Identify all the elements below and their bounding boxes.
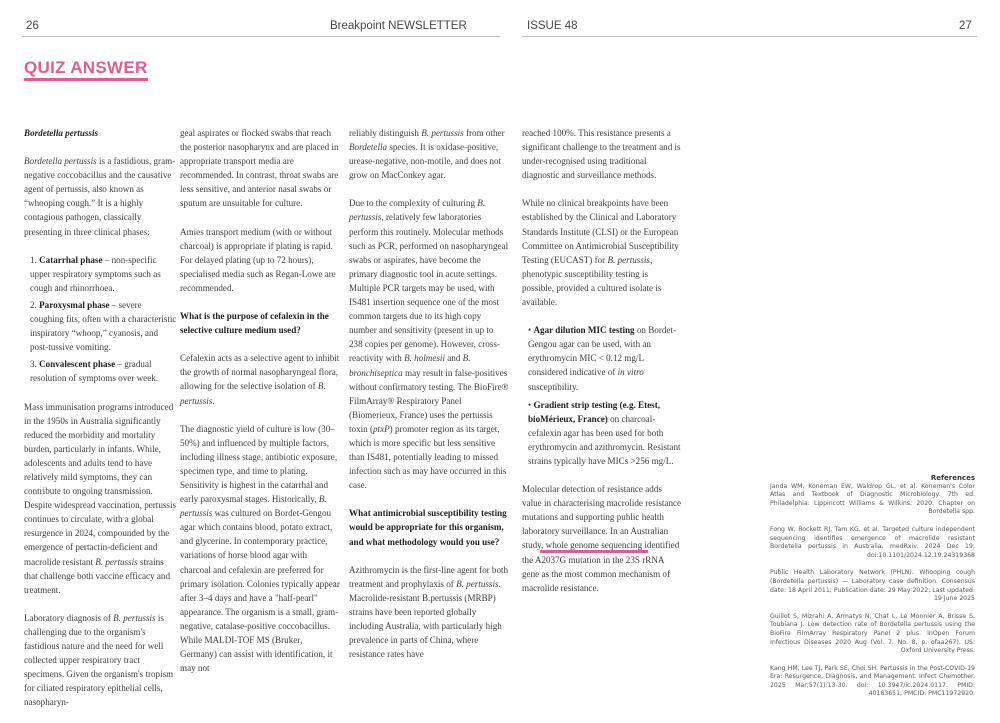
- text-run: was cultured on Bordet-Gengou agar which contains blood, potato extract, and glycerine. In contemporary practice, variations of horse blood agar with charcoal and cefalexin are preferred for primary isolation. Colonies typically appear after 3–4 days and have a "half-pearl" appearance. The organism is a small, gram-negative, catalase-positive coccobacillus. While MALDI-TOF MS (Bruker, Germany) can assist with identification, it may not: [180, 508, 340, 674]
- text-run: on charcoal-cefalexin agar has been used for both erythromycin and azithromycin. Resistant strains typically have MICs >256 mg/L.: [528, 413, 681, 466]
- reference-item: Kang HM, Lee TJ, Park SE, Choi SH. Pertussis in the Post-COVID-19 Era: Resurgence, Diagnosis, and Management. Infect Chemother. 2025 Mar;57(1):13-30. doi: 10.3947/ic.2024.0117. PMID: 40183651; PMCID: PMC11972920.: [770, 664, 975, 698]
- text-run: from other: [463, 128, 505, 138]
- reference-item: Public Health Laboratory Network (PHLN). Whooping cough (Bordetella pertussis) — Laboratory case definition. Consensus date: 18 April 2011; Publication date: 29 May 2022; Last updated: 19 June 2025: [770, 569, 975, 603]
- newsletter-title: Breakpoint NEWSLETTER: [330, 20, 467, 32]
- numbered-list: [24, 253, 177, 386]
- bold-text: Convalescent phase: [39, 359, 116, 370]
- text-run: Amies transport medium (with or without charcoal) is appropriate if plating is rapid. For delayed plating (up to 72 hours), specialised media such as Regan-Lowe are recommended.: [180, 226, 336, 293]
- text-run: Bordetella pertussis: [24, 128, 99, 138]
- bullet-list: [522, 323, 682, 468]
- text-run: – non-specific upper respiratory symptoms such as cough and rhinorrhoea.: [30, 254, 161, 293]
- bold-text: Gradient strip testing (e.g. Etest, bioMérieux, France): [528, 399, 661, 424]
- section-title: QUIZ ANSWER: [24, 58, 148, 81]
- text-run: 2.: [30, 299, 40, 310]
- list-item: [30, 253, 177, 295]
- paragraph: [349, 196, 509, 492]
- italic-text: B. pertussis: [95, 556, 138, 567]
- list-item: [30, 357, 177, 385]
- paragraph: [180, 126, 340, 211]
- reference-item: Janda WM, Koneman EW, Waldrop GL, et al. Koneman's Color Atlas and Textbook of Diagnostic Microbiology. 7th ed. Philadelphia: Lippincott Williams & Wilkins; 2020. Chapter on Bordetella spp.: [770, 482, 975, 516]
- text-run: reliably distinguish: [349, 128, 422, 138]
- page-number-left: 26: [26, 20, 39, 32]
- text-run: susceptibility.: [528, 381, 579, 392]
- paragraph: [180, 422, 340, 676]
- text-run: Azithromycin is the first-line agent for both treatment and prophylaxis of: [349, 564, 509, 589]
- header-rule-left: [22, 36, 500, 37]
- article-title: [24, 126, 177, 140]
- paragraph: [522, 126, 682, 182]
- text-run: 1.: [30, 254, 40, 265]
- text-run: on Bordet-Gengou agar can be used, with an erythromycin MIC < 0.12 mg/L considered indicative of: [528, 325, 677, 378]
- list-item: [30, 298, 177, 354]
- paragraph: [180, 351, 340, 407]
- text-run: is challenging due to the organism's fastidious nature and the need for well collected upper respiratory tract specimens. Given the organism's tropism for ciliated respiratory epithelial cells, nasopharyn-: [24, 612, 174, 708]
- reference-item: Fong W, Rockett RJ, Tam KG, et al. Targeted culture independent sequencing identifies emergence of macrolide resistant Bordetella pertussis in Australia. medRxiv. 2024 Dec 19; doi:10.1101/2024.12.19.24319368: [770, 525, 975, 559]
- text-run: – gradual resolution of symptoms over week.: [30, 359, 159, 384]
- italic-text: B. pertussis: [421, 128, 464, 138]
- text-run: – severe coughing fits, often with a characteristic inspiratory “whoop,” cyanosis, and post-tussive vomiting.: [30, 299, 177, 353]
- issue-number: ISSUE 48: [527, 20, 578, 32]
- text-run: Due to the complexity of culturing: [349, 198, 478, 209]
- paragraph: [180, 225, 340, 295]
- italic-text: in vitro: [617, 367, 644, 378]
- column-1: [24, 126, 177, 723]
- text-run: and: [444, 353, 463, 364]
- question-heading: [349, 506, 509, 548]
- paragraph: [522, 196, 682, 309]
- references: [770, 474, 975, 708]
- column-4: [522, 126, 682, 609]
- text-run: . Macrolide-resistant B.pertussis (MRBP) strains have been reported globally including Australia, with particularly high prevalence in parts of China, where resistance rates have: [349, 578, 502, 660]
- paragraph: [24, 400, 177, 597]
- text-run: The diagnostic yield of culture is low (30–50%) and influenced by multiple factors, including illness stage, antibiotic exposure, specimen type, and time to plating. Sensitivity is highest in the catarrhal and early paroxysmal stages. Historically,: [180, 423, 338, 505]
- text-run: What antimicrobial susceptibility testing would be appropriate for this organism, and what methodology would you use?: [349, 508, 507, 547]
- header-rule-right: [522, 36, 977, 37]
- paragraph: [522, 482, 682, 595]
- text-run: Molecular detection of resistance adds value in characterising macrolide resistance mutations and supporting public health laboratory surveillance. In an Australian study, whole genome sequencing identified the A2037G mutation in the 23S rRNA gene as the most common mechanism of macrolide resistance.: [522, 484, 682, 593]
- text-run: •: [528, 399, 534, 410]
- bold-text: Catarrhal phase: [39, 254, 103, 265]
- text-run: may result in false-positives without confirmatory testing. The BioFire® FilmArray® Respiratory Panel (Biomerieux, France) uses the pertussis toxin (: [349, 367, 509, 434]
- italic-text: B. pertussis: [349, 198, 486, 223]
- text-run: ) promoter region as its target, which is more specific but less sensitive than IS481, potentially leading to missed infection such as may have occurred in this case.: [349, 423, 507, 491]
- italic-text: B. pertussis: [607, 254, 650, 265]
- text-run: geal aspirates or flocked swabs that reach the posterior nasopharynx and are placed in appropriate transport media are recommended. In contrast, throat swabs are less sensitive, and anterior nasal swabs or sputum are unsuitable for culture.: [180, 128, 339, 209]
- paragraph: [24, 154, 177, 239]
- paragraph: [349, 563, 509, 662]
- italic-text: B. pertussis: [456, 578, 499, 589]
- text-run: While no clinical breakpoints have been established by the Clinical and Laboratory Standards Institute (CLSI) or the European Committee on Antimicrobial Susceptibility Testing (EUCAST) for: [522, 198, 679, 265]
- text-run: What is the purpose of cefalexin in the selective culture medium used?: [180, 311, 329, 336]
- text-run: , phenotypic susceptibility testing is possible, provided a cultured isolate is available.: [522, 254, 662, 308]
- italic-text: B. holmesii: [404, 353, 445, 364]
- question-heading: [180, 309, 340, 337]
- list-item: [528, 398, 682, 468]
- text-run: is a fastidious, gram-negative coccobacillus and the causative agent of pertussis, also known as “whooping cough.” It is a highly contagious pathogen, classically presenting in three clinical phases:: [24, 156, 176, 237]
- italic-text: B. pertussis: [180, 381, 326, 406]
- column-3: [349, 126, 509, 675]
- text-run: •: [528, 325, 534, 336]
- bold-text: Agar dilution MIC testing: [533, 325, 635, 336]
- list-item: [528, 323, 682, 393]
- italic-text: ptxP: [373, 423, 390, 434]
- text-run: reached 100%. This resistance presents a significant challenge to the treatment and is under-recognised using traditional diagnostic and surveillance methods.: [522, 128, 681, 181]
- bold-text: Paroxysmal phase: [39, 299, 110, 310]
- italic-text: B. pertussis: [180, 494, 327, 519]
- italic-text: Bordetella: [349, 142, 388, 153]
- text-run: Cefalexin acts as a selective agent to inhibit the growth of normal nasopharyngeal flora, allowing for the selective isolation of: [180, 353, 340, 392]
- italic-text: B. bronchiseptica: [349, 353, 471, 378]
- text-run: .: [212, 395, 215, 406]
- paragraph: [349, 126, 509, 182]
- column-2: [180, 126, 340, 689]
- text-run: Mass immunisation programs introduced in the 1950s in Australia significantly reduced the morbidity and mortality burden, particularly in infants. While, adolescents and adults tend to have relatively mild symptoms, they can contribute to ongoing transmission. Despite widespread vaccination, pertussis continues to circulate, with a global resurgence in 2024, compounded by the emergence of pertactin-deficient and macrolide resistant: [24, 401, 177, 567]
- text-run: Laboratory diagnosis of: [24, 612, 114, 623]
- text-run: strains that challenge both vaccine efficacy and treatment.: [24, 556, 171, 595]
- pink-divider: [540, 550, 648, 553]
- italic-text: B. pertussis: [113, 612, 156, 623]
- reference-item: Guillot S, Mizrahi A, Armatys N, Chat L, Le Monnier A, Brisse S, Toubiana J. Low detection rate of Bordetella pertussis using the BioFire FilmArray Respiratory Panel 2 plus. InOpen Forum Infectious Diseases 2020 Aug (Vol. 7, No. 8, p. ofaa267). US: Oxford University Press.: [770, 612, 975, 655]
- references-heading: References: [930, 474, 975, 482]
- paragraph: [24, 611, 177, 710]
- text-run: , relatively few laboratories perform this routinely. Molecular methods such as PCR, performed on nasopharyngeal swabs or aspirates, have become the primary diagnostic tool in acute settings. Multiple PCR targets may be used, with IS481 insertion sequence one of the most common targets due to its high copy number and sensitivity (present in up to 238 copies per genome). However, cross-reactivity with: [349, 212, 509, 364]
- text-run: 3.: [30, 359, 40, 370]
- text-run: species. It is oxidase-positive, urease-negative, non-motile, and does not grow on MacConkey agar.: [349, 142, 502, 181]
- page-number-right: 27: [959, 20, 972, 32]
- italic-text: Bordetella pertussis: [24, 156, 97, 167]
